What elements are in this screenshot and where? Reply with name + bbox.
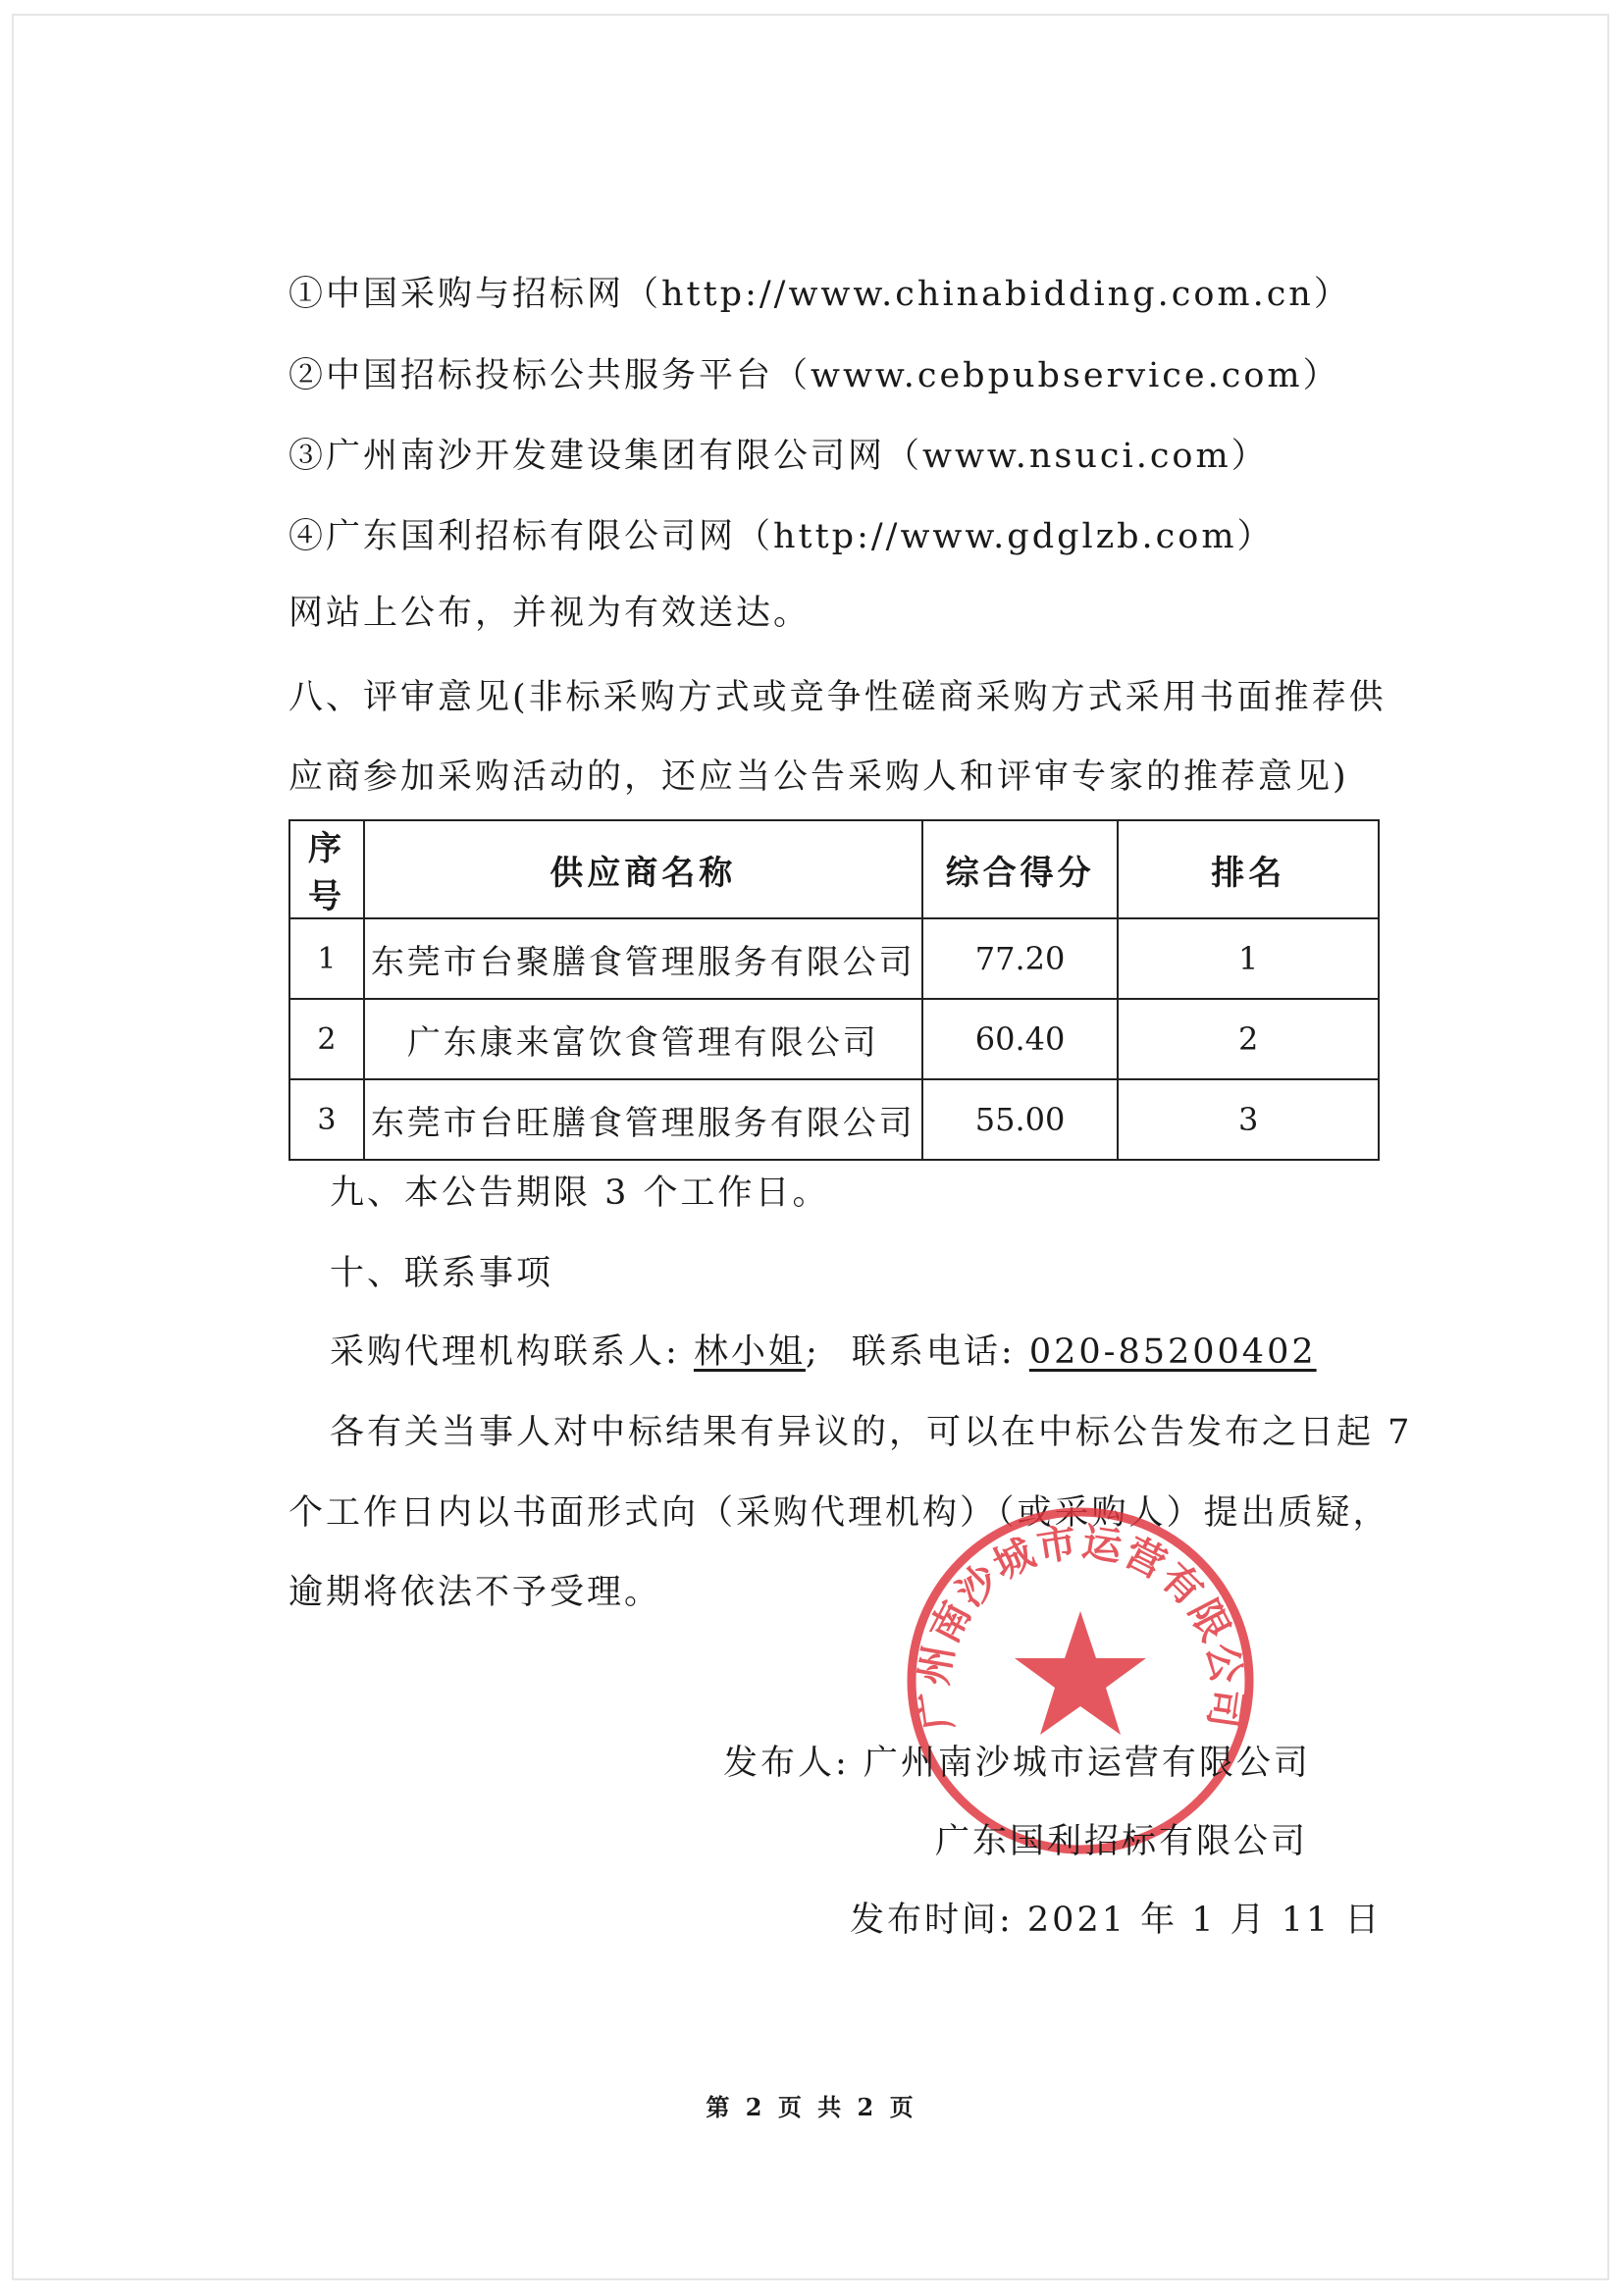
- row-score: 60.40: [922, 999, 1119, 1079]
- website-2: ②中国招标投标公共服务平台（www.cebpubservice.com）: [288, 356, 1340, 395]
- header-no: 序号: [289, 820, 364, 918]
- section8-heading: 八、评审意见(非标采购方式或竞争性磋商采购方式采用书面推荐供: [288, 678, 1387, 717]
- objection-line-2: 个工作日内以书面形式向（采购代理机构）（或采购人）提出质疑，: [288, 1493, 1390, 1533]
- row-supplier-name: 广东康来富饮食管理有限公司: [364, 999, 922, 1079]
- row-supplier-name: 东莞市台聚膳食管理服务有限公司: [364, 918, 922, 999]
- website-3: ③广州南沙开发建设集团有限公司网（www.nsuci.com）: [288, 437, 1269, 476]
- row-no: 1: [289, 918, 364, 999]
- contact-person: 林小姐: [693, 1332, 806, 1372]
- website-1: ①中国采购与招标网（http://www.chinabidding.com.cn）: [288, 275, 1351, 314]
- row-no: 3: [289, 1079, 364, 1160]
- contact-separator: ;: [805, 1332, 820, 1372]
- table-row: [289, 999, 1379, 1079]
- section10-heading: 十、联系事项: [330, 1254, 554, 1293]
- contact-phone: 020-85200402: [1028, 1332, 1317, 1372]
- website-4: ④广东国利招标有限公司网（http://www.gdglzb.com）: [288, 517, 1275, 556]
- website-note: 网站上公布，并视为有效送达。: [288, 594, 812, 633]
- score-table: [288, 819, 1380, 1161]
- row-no: 2: [289, 999, 364, 1079]
- row-score: 55.00: [922, 1079, 1119, 1160]
- seal-star-icon: [1015, 1611, 1146, 1735]
- table-header-row: [289, 820, 1379, 918]
- publisher-line-2: 广东国利招标有限公司: [935, 1822, 1309, 1861]
- row-score: 77.20: [922, 918, 1119, 999]
- publish-date: 发布时间: 2021 年 1 月 11 日: [850, 1901, 1383, 1940]
- company-seal: [901, 1501, 1260, 1860]
- phone-label: 联系电话:: [851, 1332, 1016, 1372]
- contact-line: [330, 1331, 1317, 1374]
- publisher-line-1: 发布人: 广州南沙城市运营有限公司: [723, 1744, 1311, 1783]
- objection-line-3: 逾期将依法不予受理。: [288, 1573, 662, 1612]
- page-number: 第 2 页 共 2 页: [706, 2093, 917, 2121]
- seal-text: 广州南沙城市运营有限公司: [911, 1519, 1250, 1734]
- header-score: 综合得分: [922, 820, 1119, 918]
- row-supplier-name: 东莞市台旺膳食管理服务有限公司: [364, 1079, 922, 1160]
- table-row: [289, 918, 1379, 999]
- section8-heading-cont: 应商参加采购活动的，还应当公告采购人和评审专家的推荐意见): [288, 757, 1349, 797]
- row-rank: 2: [1118, 999, 1379, 1079]
- table-row: [289, 1079, 1379, 1160]
- objection-line-1: 各有关当事人对中标结果有异议的，可以在中标公告发布之日起 7: [330, 1413, 1413, 1452]
- header-supplier-name: 供应商名称: [364, 820, 922, 918]
- contact-label: 采购代理机构联系人:: [330, 1332, 680, 1372]
- header-rank: 排名: [1118, 820, 1379, 918]
- row-rank: 3: [1118, 1079, 1379, 1160]
- section9-text: 九、本公告期限 3 个工作日。: [330, 1174, 830, 1213]
- row-rank: 1: [1118, 918, 1379, 999]
